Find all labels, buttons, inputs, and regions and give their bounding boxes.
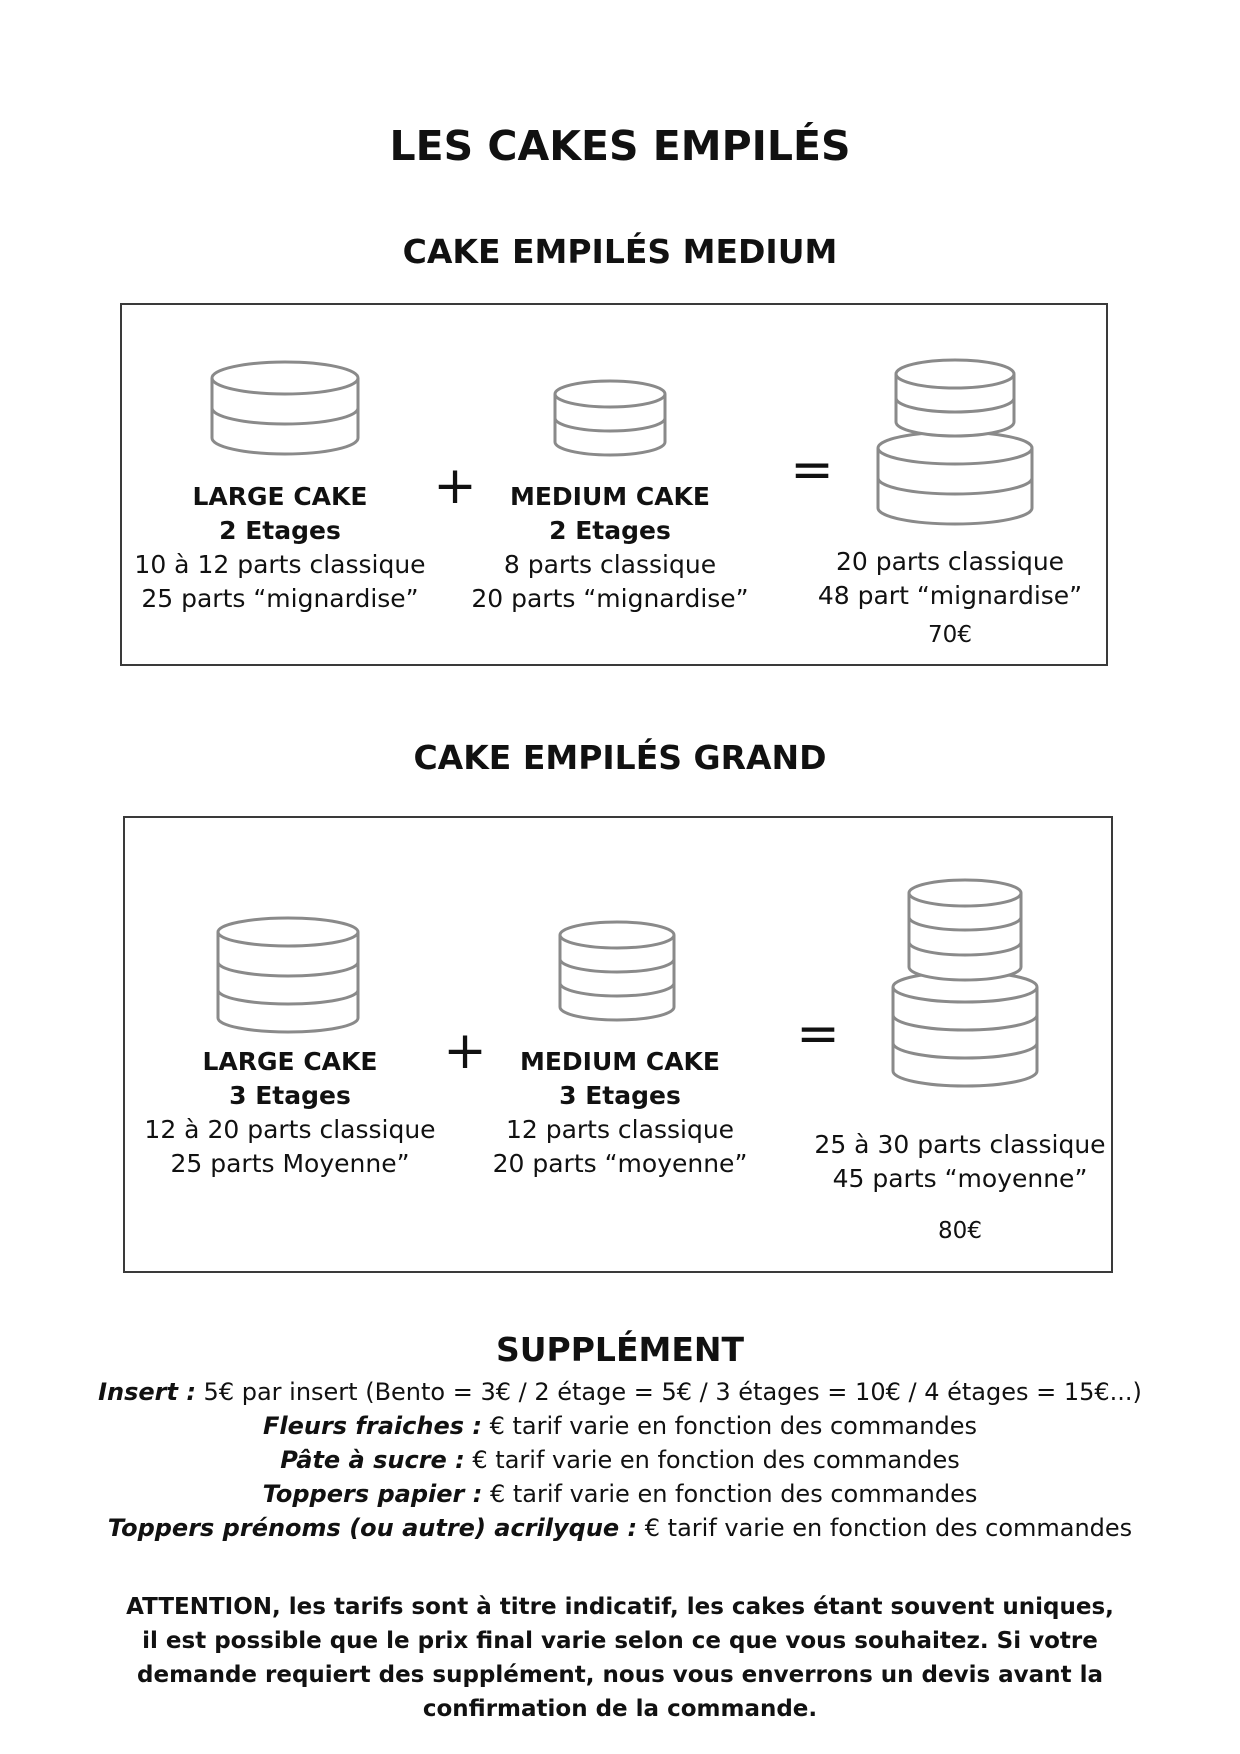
parts-mignardise: 20 parts “mignardise”: [471, 584, 749, 613]
supplement-pate-a-sucre: [0, 1443, 1240, 1477]
attention-notice: ATTENTION, les tarifs sont à titre indicatif, les cakes étant souvent uniques, il est possible que le prix final varie selon ce que vous souhaitez. Si votre demande requiert des supplément, nous vous enverrons un devis avant la confirmation de la commande.: [126, 1594, 1114, 1722]
supplement-label: Toppers prénoms (ou autre) acrilyque :: [107, 1514, 638, 1542]
supplement-text: € tarif varie en fonction des commandes: [481, 1412, 978, 1440]
price-grand: 80€: [938, 1218, 982, 1244]
large-cake-info: [130, 480, 430, 616]
large-cake-3-tier-icon: [208, 910, 368, 1040]
equals-sign: =: [790, 440, 834, 500]
cake-name: MEDIUM CAKE: [519, 1047, 721, 1076]
stacked-cake-medium-icon: [870, 350, 1040, 530]
medium-cake-2-tier-icon: [545, 372, 675, 462]
cake-name: LARGE CAKE: [202, 1047, 378, 1076]
parts-moyenne: 45 parts “moyenne”: [832, 1164, 1088, 1193]
supplement-label: Toppers papier :: [262, 1480, 483, 1508]
parts-classique: 12 à 20 parts classique: [144, 1115, 436, 1144]
supplement-label: Insert :: [98, 1378, 196, 1406]
plus-sign: +: [433, 456, 477, 516]
supplement-text: € tarif varie en fonction des commandes: [482, 1480, 978, 1508]
price-medium: 70€: [928, 622, 972, 648]
result-grand-info: [810, 1128, 1110, 1196]
parts-classique: 20 parts classique: [835, 547, 1065, 576]
plus-sign: +: [443, 1021, 487, 1081]
section-title-supplement: SUPPLÉMENT: [495, 1330, 744, 1369]
parts-classique: 10 à 12 parts classique: [134, 550, 426, 579]
supplement-text: € tarif varie en fonction des commandes: [464, 1446, 960, 1474]
parts-classique: 12 parts classique: [505, 1115, 735, 1144]
cake-tiers: 2 Etages: [549, 516, 671, 545]
supplement-text: € tarif varie en fonction des commandes: [637, 1514, 1133, 1542]
cake-name: MEDIUM CAKE: [509, 482, 711, 511]
medium-cake-info: [460, 480, 760, 616]
parts-classique: 25 à 30 parts classique: [814, 1130, 1106, 1159]
supplement-fleurs: [0, 1409, 1240, 1443]
cake-tiers: 3 Etages: [229, 1081, 351, 1110]
supplement-toppers-acrilyque: [0, 1511, 1240, 1545]
parts-classique: 8 parts classique: [503, 550, 717, 579]
cake-tiers: 3 Etages: [559, 1081, 681, 1110]
parts-moyenne: 25 parts Moyenne”: [170, 1149, 410, 1178]
medium-cake-info: [470, 1045, 770, 1181]
medium-cake-3-tier-icon: [552, 915, 682, 1025]
stacked-cake-grand-icon: [885, 875, 1045, 1095]
large-cake-2-tier-icon: [200, 350, 370, 460]
section-title-medium: CAKE EMPILÉS MEDIUM: [402, 232, 838, 271]
page-title: LES CAKES EMPILÉS: [389, 122, 851, 170]
section-title-grand: CAKE EMPILÉS GRAND: [413, 738, 827, 777]
supplement-text: 5€ par insert (Bento = 3€ / 2 étage = 5€ / 3 étages = 10€ / 4 étages = 15€...): [195, 1378, 1142, 1406]
equals-sign: =: [796, 1004, 840, 1064]
supplement-label: Fleurs fraiches :: [262, 1412, 482, 1440]
supplement-label: Pâte à sucre :: [280, 1446, 465, 1474]
supplement-toppers-papier: [0, 1477, 1240, 1511]
supplement-insert: [0, 1375, 1240, 1409]
parts-moyenne: 20 parts “moyenne”: [492, 1149, 748, 1178]
cake-name: LARGE CAKE: [192, 482, 368, 511]
cake-tiers: 2 Etages: [219, 516, 341, 545]
parts-mignardise: 25 parts “mignardise”: [141, 584, 419, 613]
large-cake-info: [140, 1045, 440, 1181]
parts-mignardise: 48 part “mignardise”: [817, 581, 1083, 610]
result-medium-info: [800, 545, 1100, 613]
